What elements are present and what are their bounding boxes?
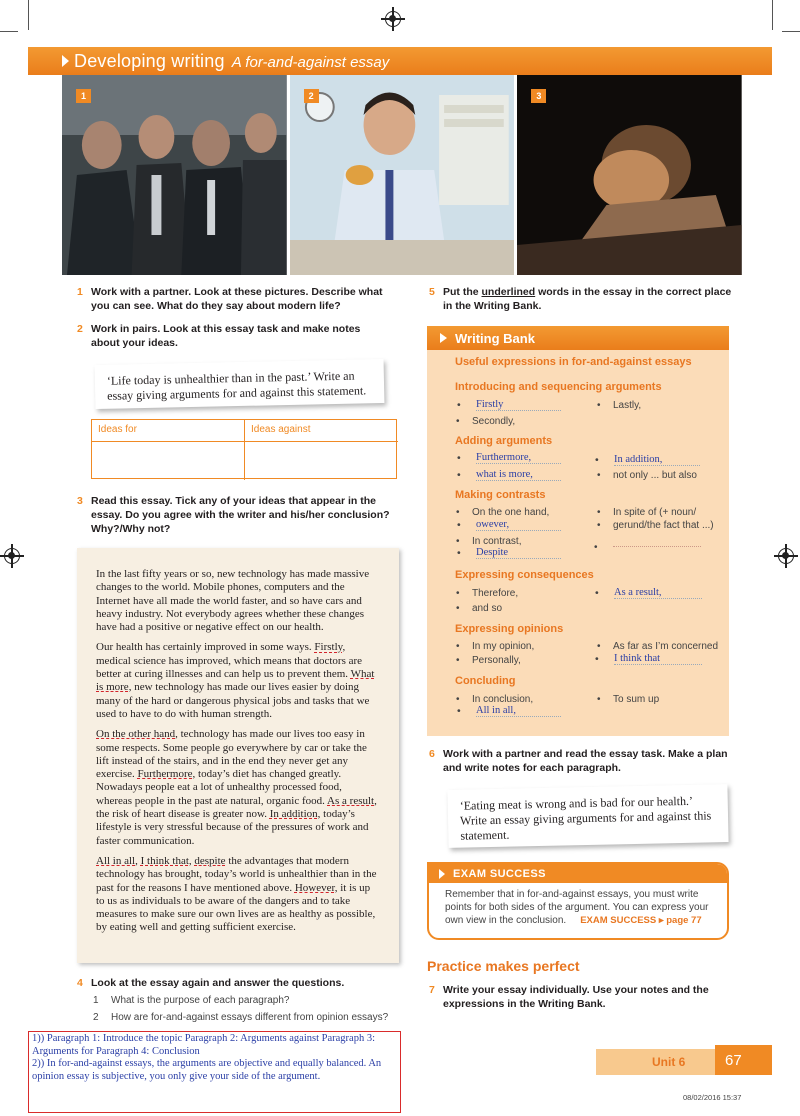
question-text: Look at the essay again and answer the questions. <box>91 977 345 989</box>
question-text: Work with a partner. Look at these pictures. Describe what you can see. What do they say about modern life? <box>91 286 383 312</box>
question-5: 5 Put the underlined words in the essay in the correct place in the Writing Bank. <box>429 286 732 312</box>
expression: • As far as I’m concerned <box>613 641 718 652</box>
question-6 <box>429 747 743 775</box>
page-footer <box>596 1049 772 1075</box>
ideas-against-header: Ideas against <box>245 420 398 442</box>
photo-3 <box>517 75 742 275</box>
section-heading: Concluding <box>455 675 516 687</box>
ideas-table <box>91 419 397 479</box>
question-number: 2 <box>77 323 83 335</box>
handwritten-answer: • I think that <box>614 653 702 665</box>
question-7 <box>429 983 743 1011</box>
expression: • Personally, <box>472 655 521 666</box>
handwritten-answer: • In addition, <box>614 454 700 466</box>
exam-success-text: Remember that in for-and-against essays, you must write points for both sides of the argument. You can express your own view in the conclusion. EXAM SUCCESS ▸ page 77 <box>445 889 709 926</box>
ideas-for-header: Ideas for <box>92 420 245 442</box>
traders-image <box>62 75 287 275</box>
essay-task-text: ‘Life today is unhealthier than in the past.’ Write an essay giving arguments for and against this statement. <box>106 368 367 403</box>
underlined-word: What is more <box>96 668 375 694</box>
writing-bank-header <box>427 326 729 350</box>
crop-mark <box>0 31 18 32</box>
ideas-for-cell[interactable] <box>92 442 245 480</box>
question-3 <box>77 494 397 536</box>
essay-task-text: ‘Eating meat is wrong and is bad for our health.’ Write an essay giving arguments for and against this statement. <box>459 793 712 843</box>
section-banner <box>28 47 772 75</box>
writing-bank-title: Writing Bank <box>455 330 535 346</box>
answer-line-1: 1)) Paragraph 1: Introduce the topic Paragraph 2: Arguments against Paragraph 3: Arguments for Paragraph 4: Conclusion <box>32 1033 375 1057</box>
question-number: 1 <box>77 286 83 298</box>
handwritten-answer: • All in all, <box>476 705 561 717</box>
photo-number: 1 <box>76 89 91 103</box>
blank-line <box>613 546 701 547</box>
expression: • In spite of (+ noun/ <box>613 507 696 518</box>
print-stamp: 08/02/2016 15:37 <box>683 1093 742 1102</box>
section-heading: Making contrasts <box>455 489 546 501</box>
question-4 <box>77 976 397 990</box>
expression: • In contrast, <box>472 536 521 547</box>
expression: • and so <box>472 603 502 614</box>
question-text: Work in pairs. Look at this essay task and make notes about your ideas. <box>91 323 361 349</box>
photo-1 <box>62 75 287 275</box>
essay-paragraph-2: Our health has certainly improved in some ways. Firstly, medical science has improved, which means that doctors are better at curing illnesses and can help us to prevent them. What is more, new technology has made our lives easier by doing many of the hard or dangerous physical jobs and tasks that we used to have to do with human strength. <box>96 641 375 720</box>
expression: • In my opinion, <box>472 641 534 652</box>
exam-success-link[interactable]: EXAM SUCCESS ▸ page 77 <box>580 915 702 926</box>
answer-line-2: 2)) In for-and-against essays, the arguments are objective and equally balanced. An opinion essay is subjective, you only give your side of the argument. <box>32 1058 382 1082</box>
practice-heading: Practice makes perfect <box>427 958 580 974</box>
page-number: 67 <box>715 1045 772 1075</box>
expression-continued: • gerund/the fact that ...) <box>613 520 714 531</box>
crop-mark <box>772 0 773 30</box>
handwritten-answer: • Firstly <box>476 399 561 411</box>
handwritten-answer: • As a result, <box>614 587 702 599</box>
question-number: 6 <box>429 748 435 760</box>
section-heading: Adding arguments <box>455 435 553 447</box>
section-heading: Expressing consequences <box>455 569 594 581</box>
crop-mark <box>28 0 29 30</box>
expression: • Secondly, <box>472 416 515 427</box>
essay-task-card-2 <box>447 784 728 848</box>
exam-success-box <box>427 862 729 940</box>
section-heading: Introducing and sequencing arguments <box>455 381 662 393</box>
exam-success-title: EXAM SUCCESS <box>453 867 546 880</box>
essay-paragraph-3: On the other hand, technology has made our lives too easy in some respects. Some people go everywhere by car or take the lift instead of the stairs, and in the end they never get any exercise. Furthermore, today’s diet has changed greatly. Nowadays people eat a lot of unhealthy processed food, whereas people in the past ate natural, organic food. As a result, the risk of heart disease is greater now. In addition, today’s lifestyle is very stressful because of the pressures of work and faster communication. <box>96 728 377 847</box>
photo-strip <box>62 75 742 275</box>
underlined-word: In addition <box>269 808 318 821</box>
question-4-item: 1 What is the purpose of each paragraph? <box>93 995 290 1006</box>
underlined-word: Furthermore <box>137 768 193 781</box>
banner-subtitle: A for-and-against essay <box>231 54 390 71</box>
underlined-word: despite <box>194 854 226 867</box>
expression: • not only ... but also <box>613 470 697 481</box>
sleeping-person-image <box>517 75 742 275</box>
section-heading: Expressing opinions <box>455 623 564 635</box>
expression: • On the one hand, <box>472 507 549 518</box>
handwritten-answer: • Furthermore, <box>476 452 561 464</box>
essay-paragraph-4: All in all, I think that, despite the advantages that modern technology has brought, today’s world is unhealthier than in the past for the reasons I have mentioned above. However, it is up to us as individuals to be aware of the dangers and to take measures to make sure our own lives are as healthy as possible, by eating well and getting sufficient exercise. <box>96 854 377 934</box>
handwritten-answer: • owever, <box>476 519 561 531</box>
expression: • Therefore, <box>472 588 518 599</box>
handwritten-answer: • Despite <box>476 547 561 559</box>
registration-mark-icon <box>4 548 20 564</box>
underlined-word: On the other hand <box>96 728 176 741</box>
essay-task-card <box>95 359 385 409</box>
question-text: Write your essay individually. Use your notes and the expressions in the Writing Bank. <box>443 984 709 1010</box>
play-arrow-icon <box>439 869 445 879</box>
underlined-word: I think that <box>140 854 189 867</box>
expression: • Lastly, <box>613 400 641 411</box>
essay-paragraph-1: In the last fifty years or so, new technology has made massive changes to the world. Mobile phones, computers and the Internet have all made the world faster, and so have cars and heavy industry. Not everybody agrees whether these changes have had a positive or negative effect on our health. <box>96 568 370 634</box>
photo-number: 3 <box>531 89 546 103</box>
question-number: 3 <box>77 495 83 507</box>
question-text: Work with a partner and read the essay task. Make a plan and write notes for each paragraph. <box>443 748 728 774</box>
registration-mark-icon <box>778 548 794 564</box>
expression: • In conclusion, <box>472 694 533 705</box>
question-number: 4 <box>77 977 83 989</box>
handwritten-answer: • what is more, <box>476 469 561 481</box>
play-arrow-icon <box>62 55 69 67</box>
question-number: 5 <box>429 286 435 298</box>
unit-label: Unit 6 <box>652 1055 686 1069</box>
play-arrow-icon <box>440 333 447 343</box>
photo-2 <box>290 75 515 275</box>
exam-success-header <box>429 864 727 883</box>
underlined-word: As a result <box>327 794 375 807</box>
ideas-against-cell[interactable] <box>245 442 398 480</box>
banner-title: Developing writing <box>74 50 225 71</box>
question-4-item: 2 How are for-and-against essays different from opinion essays? <box>93 1012 389 1023</box>
question-1 <box>77 285 391 313</box>
writing-bank-panel <box>427 326 729 736</box>
question-2 <box>77 322 391 350</box>
student-answer-box[interactable] <box>28 1031 401 1113</box>
essay-panel <box>77 548 399 963</box>
underlined-keyword: underlined <box>481 286 536 298</box>
underlined-word: However <box>294 881 335 894</box>
question-text: Read this essay. Tick any of your ideas that appear in the essay. Do you agree with the writer and his/her conclusion? Why?/Why not? <box>91 495 390 535</box>
crop-mark <box>782 31 800 32</box>
registration-mark-icon <box>385 11 401 27</box>
underlined-word: All in all <box>96 854 136 867</box>
question-number: 7 <box>429 984 435 996</box>
office-worker-image <box>290 75 515 275</box>
photo-number: 2 <box>304 89 319 103</box>
writing-bank-subtitle: Useful expressions in for-and-against essays <box>455 356 692 368</box>
expression: • To sum up <box>613 694 659 705</box>
underlined-word: Firstly <box>314 641 343 654</box>
